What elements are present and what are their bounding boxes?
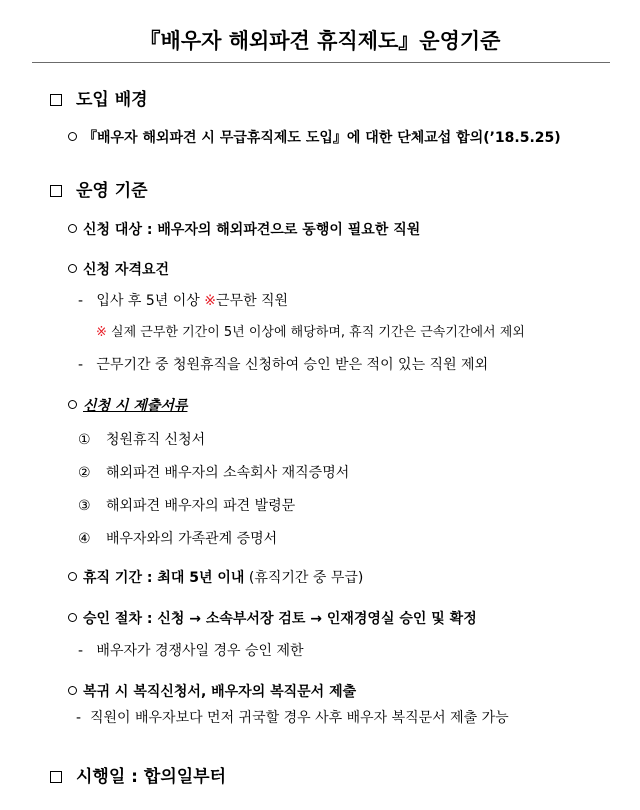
- document-list-item: [78, 429, 205, 451]
- document-text: 해외파견 배우자의 파견 발령문: [106, 498, 296, 514]
- approval-item-text: 승인 절차 : 신청 → 소속부서장 검토 → 인재경영실 승인 및 확정: [83, 611, 477, 627]
- document-title: 『배우자 해외파견 휴직제도』운영기준: [139, 29, 501, 53]
- approval-dash: [78, 640, 304, 662]
- square-bullet-icon: [50, 771, 62, 783]
- approval-dash-text: 배우자가 경쟁사일 경우 승인 제한: [96, 643, 304, 659]
- dash-mark: -: [78, 357, 84, 373]
- circle-bullet-icon: [68, 572, 77, 581]
- intro-item: [68, 127, 561, 149]
- qualification-dash-2: [78, 354, 488, 376]
- circle-bullet-icon: [68, 613, 77, 622]
- return-item: [68, 681, 356, 703]
- return-item-text: 복귀 시 복직신청서, 배우자의 복직문서 제출: [83, 684, 357, 700]
- target-item-text: 신청 대상 : 배우자의 해외파견으로 동행이 필요한 직원: [83, 222, 421, 238]
- document-text: 해외파견 배우자의 소속회사 재직증명서: [106, 465, 350, 481]
- return-dash: [76, 707, 509, 729]
- period-item: [68, 567, 363, 589]
- qualification-note-text: 실제 근무한 기간이 5년 이상에 해당하며, 휴직 기간은 근속기간에서 제외: [106, 325, 525, 340]
- intro-item-text: 『배우자 해외파견 시 무급휴직제도 도입』에 대한 단체교섭 합의(’18.5.25): [83, 130, 561, 146]
- document-number: ②: [78, 465, 91, 481]
- document-text: 청원휴직 신청서: [106, 432, 206, 448]
- square-bullet-icon: [50, 185, 62, 197]
- qualification-dash-2-text: 근무기간 중 청원휴직을 신청하여 승인 받은 적이 있는 직원 제외: [96, 357, 489, 373]
- document-list-item: [78, 495, 295, 517]
- circle-bullet-icon: [68, 264, 77, 273]
- dash-mark: -: [78, 643, 84, 659]
- documents-item: [68, 395, 187, 417]
- documents-item-text: 신청 시 제출서류: [83, 398, 188, 414]
- target-item: [68, 219, 420, 241]
- document-number: ①: [78, 432, 91, 448]
- circle-bullet-icon: [68, 400, 77, 409]
- circle-bullet-icon: [68, 132, 77, 141]
- square-bullet-icon: [50, 94, 62, 106]
- qualification-item: [68, 259, 169, 281]
- qualification-note: [96, 322, 525, 344]
- document-number: ③: [78, 498, 91, 514]
- circle-bullet-icon: [68, 686, 77, 695]
- section-intro-heading: [50, 89, 148, 111]
- note-reference-mark: ※: [96, 325, 107, 340]
- reference-mark: ※: [204, 293, 217, 309]
- document-text: 배우자와의 가족관계 증명서: [106, 531, 278, 547]
- return-dash-text: 직원이 배우자보다 먼저 귀국할 경우 사후 배우자 복직문서 제출 가능: [89, 710, 509, 726]
- title-divider: [32, 62, 610, 63]
- document-number: ④: [78, 531, 91, 547]
- qualification-dash-1-post: 근무한 직원: [216, 293, 289, 309]
- section-operation-heading-text: 운영 기준: [76, 181, 148, 201]
- dash-mark: -: [76, 710, 82, 726]
- dash-mark: -: [78, 293, 84, 309]
- section-intro-heading-text: 도입 배경: [76, 90, 148, 110]
- qualification-dash-1-pre: 입사 후 5년 이상: [96, 293, 205, 309]
- document-list-item: [78, 462, 349, 484]
- document-list-item: [78, 528, 277, 550]
- period-item-text: 휴직 기간 : 최대 5년 이내: [83, 570, 245, 586]
- approval-item: [68, 608, 477, 630]
- period-item-paren: (휴직기간 중 무급): [244, 570, 364, 586]
- qualification-dash-1: [78, 290, 288, 312]
- section-effective-heading: [50, 766, 226, 788]
- qualification-item-text: 신청 자격요건: [83, 262, 170, 278]
- section-operation-heading: [50, 180, 148, 202]
- section-effective-heading-text: 시행일 : 합의일부터: [76, 767, 227, 787]
- circle-bullet-icon: [68, 224, 77, 233]
